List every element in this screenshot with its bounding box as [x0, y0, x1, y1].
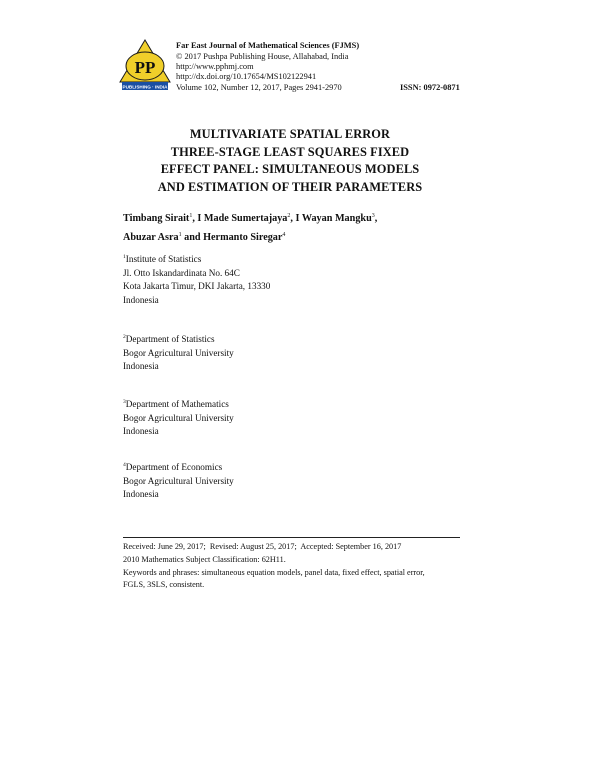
- affiliation-line: Department of Economics: [125, 462, 223, 472]
- affiliation-2: [123, 331, 234, 374]
- affiliation-line: Bogor Agricultural University: [123, 412, 234, 423]
- author-separator: ,: [290, 213, 296, 224]
- affiliation-line: Indonesia: [123, 361, 159, 371]
- affiliation-3: [123, 396, 234, 439]
- author-name: Abuzar Asra: [123, 232, 179, 243]
- issn: ISSN: 0972-0871: [400, 83, 460, 92]
- author-name: Hermanto Siregar: [203, 232, 283, 243]
- author-name: Timbang Sirait: [123, 213, 190, 224]
- affiliation-line: Indonesia: [123, 489, 159, 499]
- author-sup: 1: [178, 232, 182, 238]
- doi-link[interactable]: http://dx.doi.org/10.17654/MS102122941: [176, 72, 317, 81]
- journal-name: Far East Journal of Mathematical Sciences (FJMS): [176, 41, 360, 50]
- author-separator: ,: [192, 213, 198, 224]
- affiliation-4: [123, 459, 234, 502]
- author-line-1: [123, 213, 377, 224]
- title-line-3: EFFECT PANEL: SIMULTANEOUS MODELS: [160, 162, 420, 177]
- volume-info: Volume 102, Number 12, 2017, Pages 2941-2970: [176, 83, 342, 92]
- keywords-line-1: Keywords and phrases: simultaneous equation models, panel data, fixed effect, spatial error,: [123, 568, 425, 577]
- footnote-rule: [123, 537, 460, 538]
- author-sup: 4: [282, 232, 286, 238]
- affiliation-line: Institute of Statistics: [125, 254, 202, 264]
- affiliation-line: Indonesia: [123, 426, 159, 436]
- logo-banner: PUBLISHING · INDIA: [122, 84, 168, 90]
- author-line-2: [123, 232, 285, 243]
- affiliation-sup: 4: [123, 462, 126, 468]
- affiliation-line: Kota Jakarta Timur, DKI Jakarta, 13330: [123, 281, 271, 291]
- affiliation-line: Jl. Otto Iskandardinata No. 64C: [123, 267, 240, 278]
- affiliation-1: [123, 251, 270, 307]
- affiliation-line: Department of Mathematics: [125, 399, 229, 409]
- affiliation-sup: 1: [123, 254, 126, 260]
- publisher-logo: [118, 38, 172, 92]
- author-and: and: [181, 232, 204, 243]
- author-sup: 2: [287, 213, 291, 219]
- affiliation-sup: 2: [123, 334, 126, 340]
- affiliation-line: Bogor Agricultural University: [123, 347, 234, 358]
- received-dates: Received: June 29, 2017; Revised: August 25, 2017; Accepted: September 16, 2017: [123, 542, 402, 551]
- author-name: I Made Sumertajaya: [197, 213, 288, 224]
- msc-classification: 2010 Mathematics Subject Classification: 62H11.: [123, 555, 286, 564]
- copyright-line: © 2017 Pushpa Publishing House, Allahabad, India: [176, 52, 349, 61]
- author-separator: ,: [374, 213, 378, 224]
- affiliation-line: Bogor Agricultural University: [123, 475, 234, 486]
- affiliation-line: Indonesia: [123, 294, 159, 305]
- author-sup: 1: [189, 213, 193, 219]
- title-line-1: MULTIVARIATE SPATIAL ERROR: [189, 127, 391, 141]
- author-sup: 3: [371, 213, 375, 219]
- title-line-4: AND ESTIMATION OF THEIR PARAMETERS: [157, 179, 423, 194]
- author-name: I Wayan Mangku: [295, 213, 372, 224]
- logo-letters: PP: [134, 58, 156, 77]
- paper-title: [120, 126, 460, 196]
- keywords-line-2: FGLS, 3SLS, consistent.: [123, 580, 205, 589]
- affiliation-line: Department of Statistics: [125, 334, 215, 344]
- affiliation-sup: 3: [123, 399, 126, 405]
- title-line-2: THREE-STAGE LEAST SQUARES FIXED: [170, 144, 410, 159]
- journal-url[interactable]: http://www.pphmj.com: [176, 62, 254, 71]
